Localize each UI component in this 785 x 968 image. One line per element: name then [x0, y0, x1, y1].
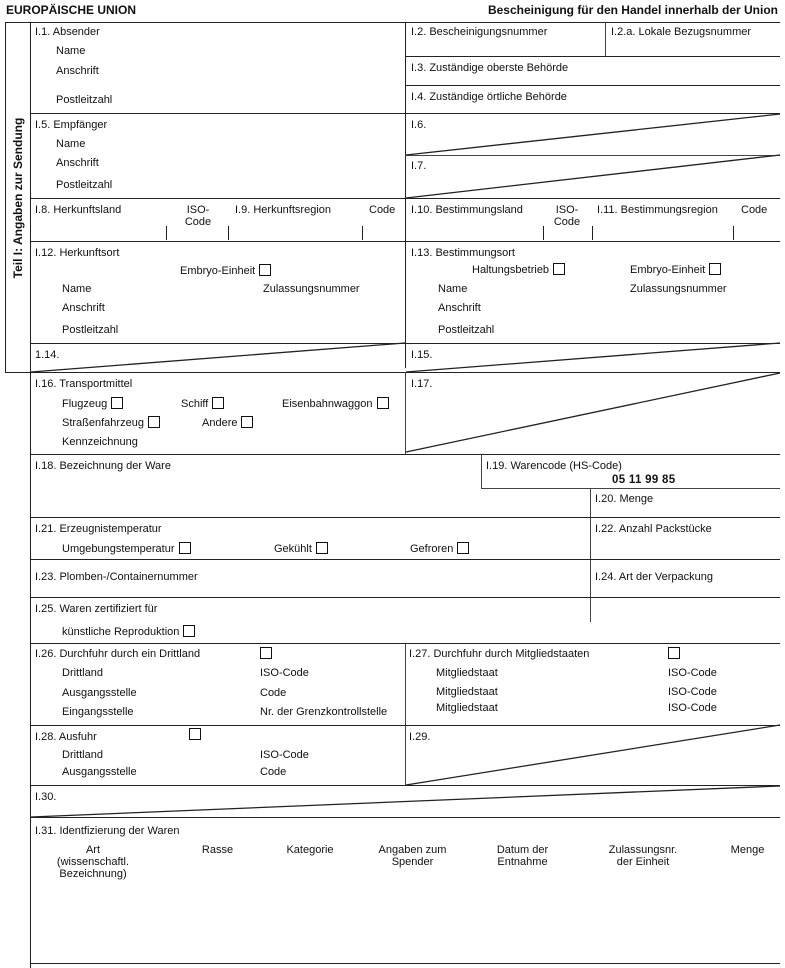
temperature-chilled[interactable] [274, 542, 328, 555]
field-i3-label[interactable]: I.3. Zuständige oberste Behörde [411, 62, 569, 74]
temperature-ambient[interactable] [62, 542, 191, 555]
field-i1-postcode[interactable]: Postleitzahl [56, 94, 113, 106]
i26-bcp-number[interactable]: Nr. der Grenzkontrollstelle [260, 706, 388, 718]
divider [30, 785, 780, 786]
transport-ship[interactable] [181, 397, 224, 410]
chilled-checkbox[interactable] [316, 542, 328, 554]
transport-airplane[interactable] [62, 397, 123, 410]
column-header-line: Menge [730, 844, 765, 856]
i27-member-state[interactable]: Mitgliedstaat [436, 686, 498, 698]
divider [405, 372, 406, 454]
field-i9-code[interactable]: Code [369, 204, 396, 216]
field-i31-label: I.31. Identfizierung der Waren [35, 825, 180, 837]
transport-identification[interactable]: Kennzeichnung [62, 436, 138, 448]
field-i7-label: I.7. [411, 160, 427, 172]
i27-iso-code[interactable]: ISO-Code [668, 686, 717, 698]
divider [30, 113, 780, 114]
header-right-title: Bescheinigung für den Handel innerhalb der Union [487, 3, 778, 17]
field-i13-label: I.13. Bestimmungsort [411, 247, 515, 259]
divider [166, 226, 167, 240]
field-i29-label: I.29. [409, 731, 431, 743]
i26-entry-point[interactable]: Eingangsstelle [62, 706, 134, 718]
field-i19-value[interactable]: 05 11 99 85 [612, 474, 676, 486]
field-i11-code[interactable]: Code [741, 204, 768, 216]
i26-code[interactable]: Code [260, 687, 287, 699]
divider [733, 226, 734, 240]
field-i14-label: 1.14. [35, 349, 60, 361]
embryo-unit-label: Embryo-Einheit [630, 264, 706, 276]
field-i21-label: I.21. Erzeugnistemperatur [35, 523, 162, 535]
divider [30, 241, 780, 242]
other-label: Andere [202, 417, 238, 429]
divider [405, 56, 780, 57]
field-i20-label[interactable]: I.20. Menge [595, 493, 654, 505]
field-i12-address[interactable]: Anschrift [62, 302, 105, 314]
field-i10-iso-code[interactable] [552, 204, 582, 228]
ambient-checkbox[interactable] [179, 542, 191, 554]
field-i5-name[interactable]: Name [56, 138, 86, 150]
column-header-line: Rasse [201, 844, 234, 856]
i27-member-state[interactable]: Mitgliedstaat [436, 667, 498, 679]
field-i1-label: I.1. Absender [35, 26, 100, 38]
i27-checkbox[interactable] [668, 647, 680, 659]
artificial-reproduction[interactable] [62, 625, 195, 638]
i26-third-country[interactable]: Drittland [62, 667, 103, 679]
divider [30, 343, 780, 344]
other-checkbox[interactable] [241, 416, 253, 428]
frozen-checkbox[interactable] [457, 542, 469, 554]
railway-checkbox[interactable] [377, 397, 389, 409]
field-i15-label: I.15. [411, 349, 433, 361]
divider [30, 198, 780, 199]
divider [30, 963, 780, 964]
field-i18-label[interactable]: I.18. Bezeichnung der Ware [35, 460, 171, 472]
divider [5, 22, 780, 23]
i28-checkbox[interactable] [189, 728, 201, 740]
divider [405, 85, 780, 86]
field-i13-holding[interactable] [472, 263, 565, 276]
header-left-title: EUROPÄISCHE UNION [6, 3, 137, 17]
field-i8-label[interactable]: I.8. Herkunftsland [35, 204, 122, 216]
road-vehicle-label: Straßenfahrzeug [62, 417, 144, 429]
field-i23-label[interactable]: I.23. Plomben-/Containernummer [35, 571, 198, 583]
iso-line2: Code [184, 216, 212, 228]
divider [481, 454, 482, 488]
airplane-label: Flugzeug [62, 398, 108, 410]
part-one-sidebar [5, 24, 30, 372]
field-i8-iso-code[interactable] [183, 204, 213, 228]
embryo-unit-checkbox[interactable] [709, 263, 721, 275]
field-i6-label: I.6. [411, 119, 427, 131]
field-i30-label: I.30. [35, 791, 57, 803]
divider [228, 226, 229, 240]
field-i13-address[interactable]: Anschrift [438, 302, 481, 314]
column-header-line: der Einheit [616, 856, 670, 868]
embryo-unit-checkbox[interactable] [259, 264, 271, 276]
field-i24-label[interactable]: I.24. Art der Verpackung [595, 571, 714, 583]
temperature-frozen[interactable] [410, 542, 469, 555]
divider [590, 488, 591, 622]
i31-column-quantity [725, 844, 770, 856]
divider [30, 725, 780, 726]
column-header-line: Kategorie [286, 844, 334, 856]
field-i1-name[interactable]: Name [56, 45, 86, 57]
airplane-checkbox[interactable] [111, 397, 123, 409]
column-header-line: Spender [391, 856, 434, 868]
divider [30, 517, 780, 518]
column-header-line: Angaben zum [378, 844, 447, 856]
divider [30, 559, 780, 560]
field-i13-postcode[interactable]: Postleitzahl [438, 324, 495, 336]
divider [543, 226, 544, 240]
column-header-line: Art [85, 844, 101, 856]
i26-exit-point[interactable]: Ausgangsstelle [62, 687, 137, 699]
field-i17-label: I.17. [411, 378, 433, 390]
field-i13-approval-number[interactable]: Zulassungsnummer [630, 283, 727, 295]
iso-line2: Code [553, 216, 581, 228]
field-i9-label[interactable]: I.9. Herkunftsregion [235, 204, 331, 216]
field-i25-label: I.25. Waren zertifiziert für [35, 603, 158, 615]
iso-line1: ISO- [186, 204, 210, 216]
i28-exit-point[interactable]: Ausgangsstelle [62, 766, 137, 778]
i31-column-approval-number [598, 844, 688, 868]
field-i10-label[interactable]: I.10. Bestimmungsland [411, 204, 523, 216]
field-i2a-label[interactable]: I.2.a. Lokale Bezugsnummer [611, 26, 752, 38]
divider [5, 22, 6, 372]
i31-entry-area[interactable] [31, 880, 779, 962]
field-i13-name[interactable]: Name [438, 283, 468, 295]
artificial-reproduction-label: künstliche Reproduktion [62, 626, 180, 638]
field-i12-name[interactable]: Name [62, 283, 92, 295]
divider [605, 22, 606, 56]
column-header-line: Entnahme [497, 856, 548, 868]
ship-checkbox[interactable] [212, 397, 224, 409]
divider [405, 643, 406, 785]
column-header-line: Zulassungsnr. [608, 844, 678, 856]
i26-checkbox[interactable] [260, 647, 272, 659]
field-i13-embryo-unit[interactable] [630, 263, 721, 276]
i28-code[interactable]: Code [260, 766, 287, 778]
field-i22-label[interactable]: I.22. Anzahl Packstücke [595, 523, 712, 535]
divider [405, 155, 780, 156]
field-i12-label: I.12. Herkunftsort [35, 247, 120, 259]
divider [5, 372, 32, 373]
divider [30, 817, 780, 818]
transport-road-vehicle[interactable] [62, 416, 160, 429]
i28-iso-code[interactable]: ISO-Code [260, 749, 309, 761]
field-i5-address[interactable]: Anschrift [56, 157, 99, 169]
column-header-line: (wissenschaftl. [56, 856, 130, 868]
i31-column-species [53, 844, 133, 880]
field-i19-label: I.19. Warencode (HS-Code) [486, 460, 622, 472]
column-header-line: Datum der [496, 844, 549, 856]
divider [30, 22, 31, 968]
field-i28-label: I.28. Ausfuhr [35, 731, 97, 743]
holding-checkbox[interactable] [553, 263, 565, 275]
i27-iso-code[interactable]: ISO-Code [668, 702, 717, 714]
divider [592, 226, 593, 240]
transport-railway[interactable] [282, 397, 389, 410]
sidebar-label: Teil I: Angaben zur Sendung [10, 117, 25, 279]
railway-label: Eisenbahnwaggon [282, 398, 373, 410]
field-i26-label: I.26. Durchfuhr durch ein Drittland [35, 648, 201, 660]
divider [30, 454, 780, 455]
ship-label: Schiff [181, 398, 209, 410]
field-i4-label[interactable]: I.4. Zuständige örtliche Behörde [411, 91, 567, 103]
i31-column-breed [190, 844, 245, 856]
holding-label: Haltungsbetrieb [472, 264, 550, 276]
field-i5-label: I.5. Empfänger [35, 119, 108, 131]
i31-column-collection-date [485, 844, 560, 868]
transport-other[interactable] [202, 416, 253, 429]
iso-line1: ISO- [555, 204, 579, 216]
field-i5-postcode[interactable]: Postleitzahl [56, 179, 113, 191]
field-i12-postcode[interactable]: Postleitzahl [62, 324, 119, 336]
i31-column-donor [370, 844, 455, 868]
column-header-line: Bezeichnung) [59, 868, 127, 880]
field-i1-address[interactable]: Anschrift [56, 65, 99, 77]
i27-iso-code[interactable]: ISO-Code [668, 667, 717, 679]
embryo-unit-label: Embryo-Einheit [180, 265, 256, 277]
field-i2-label[interactable]: I.2. Bescheinigungsnummer [411, 26, 548, 38]
field-i27-label: I.27. Durchfuhr durch Mitgliedstaaten [409, 648, 590, 660]
field-i11-label[interactable]: I.11. Bestimmungsregion [597, 204, 718, 216]
road-vehicle-checkbox[interactable] [148, 416, 160, 428]
frozen-label: Gefroren [410, 543, 454, 555]
i28-third-country[interactable]: Drittland [62, 749, 103, 761]
divider [405, 22, 406, 368]
i27-member-state[interactable]: Mitgliedstaat [436, 702, 498, 714]
i31-column-category [280, 844, 340, 856]
field-i12-embryo-unit[interactable] [180, 264, 271, 277]
field-i12-approval-number[interactable]: Zulassungsnummer [263, 283, 360, 295]
divider [30, 597, 780, 598]
chilled-label: Gekühlt [274, 543, 312, 555]
ambient-label: Umgebungstemperatur [62, 543, 175, 555]
field-i16-label: I.16. Transportmittel [35, 378, 133, 390]
divider [362, 226, 363, 240]
divider [481, 488, 780, 489]
i26-iso-code[interactable]: ISO-Code [260, 667, 309, 679]
artificial-reproduction-checkbox[interactable] [183, 625, 195, 637]
